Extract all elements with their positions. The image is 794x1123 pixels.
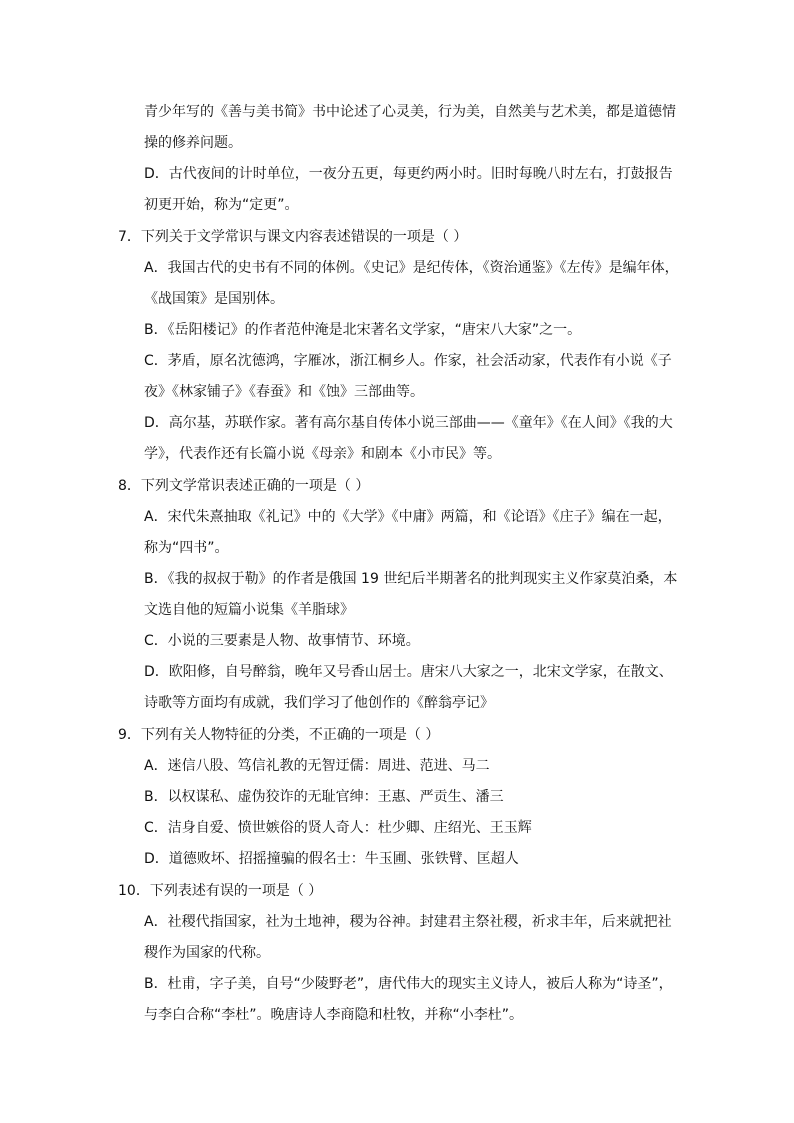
text-line: 学》，代表作还有长篇小说《母亲》和剧本《小市民》等。 bbox=[144, 446, 501, 462]
text-line: D．古代夜间的计时单位，一夜分五更，每更约两小时。旧时每晚八时左右，打鼓报告 bbox=[144, 166, 673, 182]
text-line: B．《我的叔叔于勒》的作者是俄国 19 世纪后半期著名的批判现实主义作家莫泊桑，本 bbox=[144, 571, 678, 587]
text-line: 与李白合称“李杜”。晚唐诗人李商隐和杜牧，并称“小李杜”。 bbox=[144, 1007, 524, 1023]
text-line: 文选自他的短篇小说集《羊脂球》 bbox=[144, 602, 354, 618]
text-line: B．杜甫，字子美，自号“少陵野老”，唐代伟大的现实主义诗人，被后人称为“诗圣”， bbox=[144, 976, 673, 992]
text-line: D．高尔基，苏联作家。著有高尔基自传体小说三部曲——《童年》《在人间》《我的大 bbox=[144, 415, 673, 431]
text-line: 青少年写的《善与美书简》书中论述了心灵美，行为美，自然美与艺术美，都是道德情 bbox=[144, 104, 676, 120]
text-line: C．小说的三要素是人物、故事情节、环境。 bbox=[144, 633, 420, 649]
text-line: A．我国古代的史书有不同的体例。《史记》是纪传体，《资治通鉴》《左传》是编年体， bbox=[144, 260, 679, 276]
text-line: B．以权谋私、虚伪狡诈的无耻官绅：王惠、严贡生、潘三 bbox=[144, 789, 504, 805]
question-8-stem: 8．下列文学常识表述正确的一项是（ ） bbox=[118, 478, 370, 494]
text-line: D．道德败坏、招摇撞骗的假名士：牛玉圃、张铁臂、匡超人 bbox=[144, 851, 519, 867]
text-line: D．欧阳修，自号醉翁，晚年又号香山居士。唐宋八大家之一，北宋文学家，在散文、 bbox=[144, 664, 673, 680]
question-7-stem: 7．下列关于文学常识与课文内容表述错误的一项是（ ） bbox=[118, 229, 468, 245]
text-line: 《战国策》是国别体。 bbox=[144, 291, 284, 307]
text-line: 夜》《林家铺子》《春蚕》和《蚀》三部曲等。 bbox=[144, 384, 424, 400]
text-line: C．茅盾，原名沈德鸿，字雁冰，浙江桐乡人。作家，社会活动家，代表作有小说《子 bbox=[144, 353, 672, 369]
text-line: A．迷信八股、笃信礼教的无智迂儒：周进、范进、马二 bbox=[144, 758, 490, 774]
text-line: 操的修养问题。 bbox=[144, 135, 242, 151]
text-line: 称为“四书”。 bbox=[144, 540, 229, 556]
question-10-stem: 10．下列表述有误的一项是（ ） bbox=[118, 883, 323, 899]
text-line: A．社稷代指国家，社为土地神，稷为谷神。封建君主祭社稷，祈求丰年，后来就把社 bbox=[144, 914, 672, 930]
text-line: B．《岳阳楼记》的作者范仲淹是北宋著名文学家，“唐宋八大家”之一。 bbox=[144, 322, 582, 338]
text-line: 初更开始，称为“定更”。 bbox=[144, 197, 299, 213]
text-line: 稷作为国家的代称。 bbox=[144, 945, 270, 961]
question-9-stem: 9．下列有关人物特征的分类，不正确的一项是（ ） bbox=[118, 727, 440, 743]
text-line: C．洁身自爱、愤世嫉俗的贤人奇人：杜少卿、庄绍光、王玉辉 bbox=[144, 820, 532, 836]
text-line: 诗歌等方面均有成就，我们学习了他创作的《醉翁亭记》 bbox=[144, 695, 494, 711]
text-line: A．宋代朱熹抽取《礼记》中的《大学》《中庸》两篇，和《论语》《庄子》编在一起， bbox=[144, 509, 672, 525]
